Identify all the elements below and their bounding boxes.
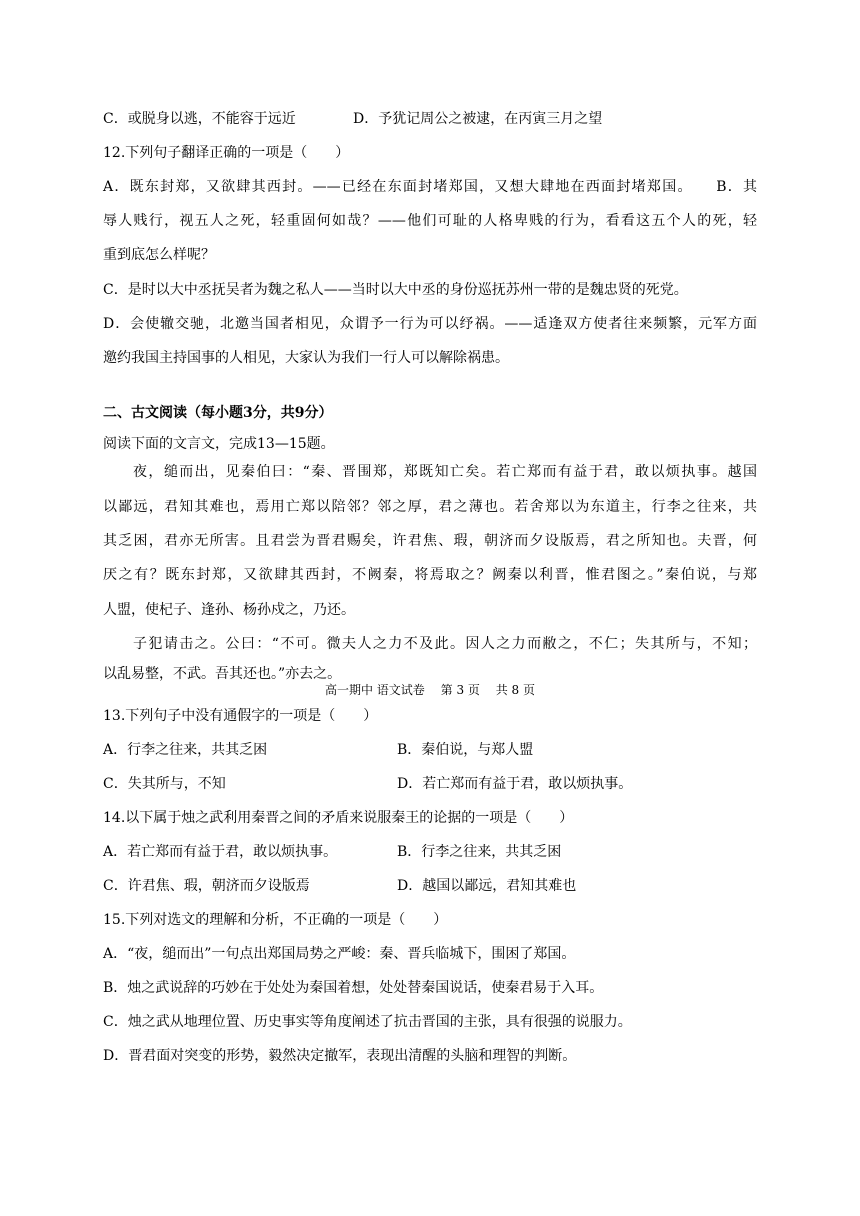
q11-option-c: C．或脱身以逃，不能容于远近 bbox=[103, 111, 296, 127]
q14-option-b: B．行李之往来，共其乏困 bbox=[397, 844, 562, 860]
q14-option-a: A．若亡郑而有益于君，敢以烦执事。 bbox=[103, 844, 338, 860]
passage-line: 子犯请击之。公曰：“不可。微夫人之力不及此。因人之力而敝之，不仁；失其所与，不知； bbox=[133, 636, 757, 652]
q14-option-c: C．许君焦、瑕，朝济而夕设版焉 bbox=[103, 878, 310, 894]
q13-option-b: B．秦伯说，与郑人盟 bbox=[397, 742, 534, 758]
q12-option-c: C．是时以大中丞抚吴者为魏之私人——当时以大中丞的身份巡抚苏州一带的是魏忠贤的死党。 bbox=[103, 282, 688, 298]
q11-option-d: D．予犹记周公之被逮，在丙寅三月之望 bbox=[353, 111, 603, 127]
q13-stem: 13.下列句子中没有通假字的一项是（ ） bbox=[103, 708, 378, 724]
q12-option-d-line: 邀约我国主持国事的人相见，大家认为我们一行人可以解除祸患。 bbox=[103, 350, 509, 366]
passage-line: 夜，缒而出，见秦伯曰：“秦、晋围郑，郑既知亡矣。若亡郑而有益于君，敢以烦执事。越国 bbox=[133, 464, 757, 480]
passage-line: 以乱易整，不武。吾其还也。”亦去之。 bbox=[103, 666, 342, 682]
q13-option-c: C．失其所与，不知 bbox=[103, 776, 226, 792]
q12-option-b-line: 辱人贱行，视五人之死，轻重固何如哉？——他们可耻的人格卑贱的行为，看看这五个人的死，轻 bbox=[103, 213, 757, 229]
q15-option-b: B．烛之武说辞的巧妙在于处处为秦国着想，处处替秦国说话，使秦君易于入耳。 bbox=[103, 980, 604, 996]
q14-stem: 14.以下属于烛之武利用秦晋之间的矛盾来说服秦王的论据的一项是（ ） bbox=[103, 810, 574, 826]
passage-line: 厌之有？既东封郑，又欲肆其西封，不阙秦，将焉取之？阙秦以利晋，惟君图之。”秦伯说，与郑 bbox=[103, 567, 757, 583]
q12-option-a-line: A．既东封郑，又欲肆其西封。——已经在东面封堵郑国，又想大肆地在西面封堵郑国。 B．其 bbox=[103, 179, 757, 195]
footer-title: 高一期中 语文试卷 bbox=[324, 683, 425, 697]
footer-page-number: 第 3 页 bbox=[440, 683, 480, 697]
section-heading: 二、古文阅读（每小题3分，共9分） bbox=[103, 405, 333, 421]
q15-option-a: A．“夜，缒而出”一句点出郑国局势之严峻：秦、晋兵临城下，围困了郑国。 bbox=[103, 946, 576, 962]
q12-option-b-line: 重到底怎么样呢？ bbox=[103, 247, 215, 263]
q12-option-d-line: D．会使辙交驰，北邀当国者相见，众谓予一行为可以纾祸。——适逢双方使者往来频繁，元军方面 bbox=[103, 316, 757, 332]
reading-instruction: 阅读下面的文言文，完成13—15题。 bbox=[103, 436, 335, 452]
q15-stem: 15.下列对选文的理解和分析，不正确的一项是（ ） bbox=[103, 912, 448, 928]
q13-option-a: A．行李之往来，共其乏困 bbox=[103, 742, 268, 758]
passage-line: 以鄙远，君知其难也，焉用亡郑以陪邻？邻之厚，君之薄也。若舍郑以为东道主，行李之往来，共 bbox=[103, 499, 757, 515]
passage-line: 人盟，使杞子、逢孙、杨孙戍之，乃还。 bbox=[103, 602, 355, 618]
passage-line: 其乏困，君亦无所害。且君尝为晋君赐矣，许君焦、瑕，朝济而夕设版焉，君之所知也。夫晋，何 bbox=[103, 533, 757, 549]
footer-total-pages: 共 8 页 bbox=[495, 683, 535, 697]
q15-option-c: C．烛之武从地理位置、历史事实等角度阐述了抗击晋国的主张，具有很强的说服力。 bbox=[103, 1014, 632, 1030]
q14-option-d: D．越国以鄙远，君知其难也 bbox=[397, 878, 577, 894]
q15-option-d: D．晋君面对突变的形势，毅然决定撤军，表现出清醒的头脑和理智的判断。 bbox=[103, 1048, 577, 1064]
page-footer bbox=[0, 682, 860, 698]
q12-stem: 12.下列句子翻译正确的一项是（ ） bbox=[103, 145, 350, 161]
q13-option-d: D．若亡郑而有益于君，敢以烦执事。 bbox=[397, 776, 633, 792]
